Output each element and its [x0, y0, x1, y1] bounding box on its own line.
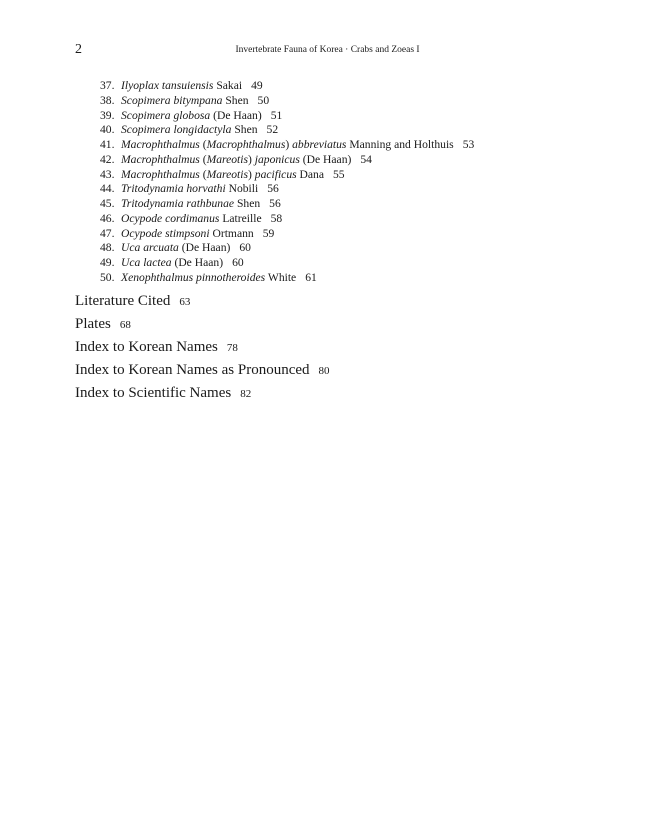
entry-page: 50	[257, 93, 270, 107]
species-name: Scopimera longidactyla	[121, 123, 232, 137]
species-author: Ortmann	[212, 226, 254, 240]
species-name: Uca arcuata	[121, 241, 179, 255]
toc-section	[75, 382, 330, 405]
entry-number: 39.	[100, 108, 115, 122]
species-author: (De Haan)	[302, 152, 352, 166]
entry-number: 47.	[100, 226, 115, 240]
entry-number: 42.	[100, 152, 115, 166]
toc-entry	[100, 182, 474, 197]
section-title: Literature Cited	[75, 293, 171, 309]
species-name: Tritodynamia rathbunae	[121, 197, 235, 210]
entry-number: 45.	[100, 197, 115, 210]
species-author: Nobili	[228, 182, 259, 196]
toc-entry	[100, 256, 474, 271]
species-author: (De Haan)	[174, 256, 224, 269]
species-name: Ilyoplax tansuiensis	[121, 79, 214, 92]
toc-entry: 43. Macrophthalmus (Mareotis) pacificus Dana 55	[100, 167, 345, 181]
entry-number: 40.	[100, 123, 115, 137]
entry-page: 60	[239, 241, 251, 255]
species-name: Uca lactea	[121, 256, 172, 269]
genus-name: Macrophthalmus	[121, 167, 200, 181]
section-page: 78	[226, 342, 238, 354]
entry-number: 43.	[100, 167, 115, 181]
species-name: Ocypode stimpsoni	[121, 226, 210, 240]
toc-entry: 41. Macrophthalmus (Macrophthalmus) abbreviatus Manning and Holthuis 53	[100, 138, 475, 151]
toc-entry	[100, 123, 474, 138]
section-title: Index to Korean Names	[75, 339, 218, 355]
toc-entry	[100, 79, 474, 94]
species-author: Latreille	[222, 211, 262, 225]
section-title: Plates	[75, 316, 111, 332]
entry-page: 51	[270, 108, 283, 122]
entry-page: 60	[232, 256, 244, 269]
toc-sections	[75, 290, 330, 405]
species-name: Scopimera globosa	[121, 108, 211, 122]
entry-number: 50.	[100, 270, 115, 284]
species-author: Shen	[234, 123, 258, 137]
entry-page: 49	[251, 79, 263, 92]
subgenus-name: Mareotis	[206, 167, 248, 181]
entry-number: 49.	[100, 256, 115, 269]
toc-entry	[100, 94, 474, 109]
toc-section	[75, 313, 330, 336]
entry-page: 59	[262, 226, 275, 240]
page-header	[75, 41, 580, 59]
page-number: 2	[75, 42, 82, 57]
entry-number: 37.	[100, 79, 115, 92]
species-author: (De Haan)	[213, 108, 262, 122]
toc-entry: 42. Macrophthalmus (Mareotis) japonicus (De Haan) 54	[100, 152, 372, 166]
species-author: Dana	[299, 167, 324, 181]
species-author: Shen	[236, 197, 261, 210]
species-epithet: abbreviatus	[292, 138, 347, 151]
genus-name: Macrophthalmus	[121, 152, 200, 166]
entry-number: 44.	[100, 182, 115, 196]
species-author: Sakai	[216, 79, 243, 92]
toc-entry	[100, 241, 474, 256]
entry-page: 61	[305, 270, 317, 284]
entry-page: 53	[462, 138, 475, 151]
entry-page: 55	[333, 167, 345, 181]
species-name: Ocypode cordimanus	[121, 211, 220, 225]
toc-entry	[100, 271, 474, 286]
entry-page: 52	[266, 123, 279, 137]
species-author: (De Haan)	[181, 241, 231, 255]
section-page: 68	[119, 319, 131, 331]
entry-number: 46.	[100, 211, 115, 225]
section-page: 63	[179, 296, 191, 308]
section-title: Index to Scientific Names	[75, 385, 232, 401]
subgenus-name: Macrophthalmus	[206, 138, 286, 151]
section-title: Index to Korean Names as Pronounced	[75, 362, 310, 378]
subgenus-name: Mareotis	[206, 152, 248, 166]
entry-page: 54	[360, 152, 372, 166]
species-epithet: japonicus	[254, 152, 300, 166]
toc-section	[75, 336, 330, 359]
species-author: Manning and Holthuis	[349, 138, 454, 151]
species-author: White	[267, 270, 297, 284]
species-name: Tritodynamia horvathi	[121, 182, 226, 196]
entry-page: 56	[267, 182, 279, 196]
section-page: 82	[240, 388, 252, 400]
toc-section	[75, 359, 330, 382]
species-name: Xenophthalmus pinnotheroides	[121, 270, 266, 284]
species-name: Scopimera bitympana	[121, 93, 223, 107]
toc-entry	[100, 197, 474, 212]
toc-entry	[100, 109, 474, 124]
toc-entry	[100, 212, 474, 227]
section-page: 80	[318, 365, 330, 377]
running-title: Invertebrate Fauna of Korea · Crabs and Zoeas I	[235, 45, 420, 55]
entry-page: 58	[270, 211, 283, 225]
species-epithet: pacificus	[254, 167, 297, 181]
entry-number: 48.	[100, 241, 115, 255]
toc-entry	[100, 227, 474, 242]
entry-number: 38.	[100, 93, 115, 107]
species-author: Shen	[225, 93, 249, 107]
toc-section	[75, 290, 330, 313]
toc-species-list	[100, 79, 474, 286]
genus-name: Macrophthalmus	[121, 138, 200, 151]
entry-page: 56	[269, 197, 281, 210]
entry-number: 41.	[100, 138, 115, 151]
